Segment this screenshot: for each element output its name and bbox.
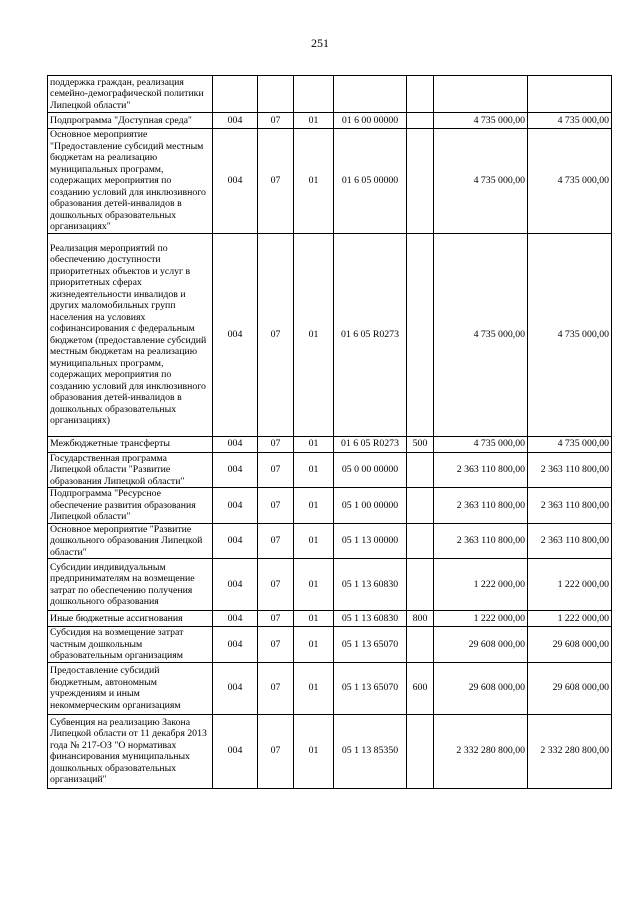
expense-type-cell	[407, 113, 434, 129]
amount-year1-cell: 4 735 000,00	[434, 233, 528, 436]
subsection-cell: 01	[294, 523, 334, 559]
budget-table	[47, 75, 612, 789]
amount-year1-cell: 2 363 110 800,00	[434, 488, 528, 524]
admin-code-cell	[213, 76, 258, 113]
table-row	[48, 436, 612, 452]
admin-code-cell: 004	[213, 523, 258, 559]
subsection-cell: 01	[294, 436, 334, 452]
admin-code-cell: 004	[213, 662, 258, 714]
amount-year1-cell: 1 222 000,00	[434, 611, 528, 627]
subsection-cell: 01	[294, 611, 334, 627]
subsection-cell: 01	[294, 113, 334, 129]
amount-year2-cell	[528, 76, 612, 113]
amount-year1-cell: 2 332 280 800,00	[434, 714, 528, 788]
section-cell: 07	[258, 627, 294, 663]
target-article-cell: 01 6 05 R0273	[334, 233, 407, 436]
target-article-cell: 01 6 00 00000	[334, 113, 407, 129]
amount-year2-cell: 4 735 000,00	[528, 129, 612, 234]
table-body	[48, 76, 612, 789]
table-row	[48, 662, 612, 714]
amount-year1-cell: 4 735 000,00	[434, 436, 528, 452]
table-row	[48, 559, 612, 611]
expense-type-cell	[407, 129, 434, 234]
target-article-cell: 01 6 05 00000	[334, 129, 407, 234]
subsection-cell: 01	[294, 559, 334, 611]
expense-type-cell: 500	[407, 436, 434, 452]
subsection-cell: 01	[294, 662, 334, 714]
amount-year1-cell: 29 608 000,00	[434, 627, 528, 663]
admin-code-cell: 004	[213, 129, 258, 234]
table-row	[48, 76, 612, 113]
section-cell	[258, 76, 294, 113]
row-name-cell: Субсидия на возмещение затрат частным дошкольным образовательным организациям	[48, 627, 213, 663]
subsection-cell	[294, 76, 334, 113]
expense-type-cell	[407, 233, 434, 436]
subsection-cell: 01	[294, 129, 334, 234]
expense-type-cell	[407, 627, 434, 663]
table-row	[48, 523, 612, 559]
expense-type-cell: 600	[407, 662, 434, 714]
amount-year2-cell: 4 735 000,00	[528, 436, 612, 452]
amount-year1-cell	[434, 76, 528, 113]
target-article-cell: 05 1 13 60830	[334, 611, 407, 627]
admin-code-cell: 004	[213, 559, 258, 611]
amount-year2-cell: 29 608 000,00	[528, 662, 612, 714]
amount-year1-cell: 4 735 000,00	[434, 113, 528, 129]
admin-code-cell: 004	[213, 627, 258, 663]
row-name-cell: Основное мероприятие "Предоставление субсидий местным бюджетам на реализацию муниципальных программ, содержащих мероприятия по созданию условий для инклюзивного образования детей-инвалидов в дошкольных образовательных организациях"	[48, 129, 213, 234]
amount-year2-cell: 4 735 000,00	[528, 233, 612, 436]
row-name-cell: Реализация мероприятий по обеспечению доступности приоритетных объектов и услуг в приоритетных сферах жизнедеятельности инвалидов и других маломобильных групп населения на условиях софинансирования с федеральным бюджетом (предоставление субсидий местным бюджетам на реализацию муниципальных программ, содержащих мероприятия по созданию условий для инклюзивного образования детей-инвалидов в дошкольных образовательных организациях)	[48, 233, 213, 436]
expense-type-cell	[407, 452, 434, 488]
section-cell: 07	[258, 129, 294, 234]
target-article-cell: 05 1 13 60830	[334, 559, 407, 611]
expense-type-cell	[407, 488, 434, 524]
amount-year2-cell: 4 735 000,00	[528, 113, 612, 129]
amount-year1-cell: 29 608 000,00	[434, 662, 528, 714]
section-cell: 07	[258, 436, 294, 452]
amount-year2-cell: 2 332 280 800,00	[528, 714, 612, 788]
amount-year2-cell: 2 363 110 800,00	[528, 452, 612, 488]
table-row	[48, 113, 612, 129]
row-name-cell: Предоставление субсидий бюджетным, автономным учреждениям и иным некоммерческим организациям	[48, 662, 213, 714]
expense-type-cell	[407, 523, 434, 559]
section-cell: 07	[258, 523, 294, 559]
amount-year2-cell: 2 363 110 800,00	[528, 488, 612, 524]
admin-code-cell: 004	[213, 611, 258, 627]
target-article-cell: 05 0 00 00000	[334, 452, 407, 488]
section-cell: 07	[258, 714, 294, 788]
subsection-cell: 01	[294, 233, 334, 436]
row-name-cell: Иные бюджетные ассигнования	[48, 611, 213, 627]
target-article-cell: 05 1 13 85350	[334, 714, 407, 788]
section-cell: 07	[258, 113, 294, 129]
admin-code-cell: 004	[213, 488, 258, 524]
section-cell: 07	[258, 488, 294, 524]
table-row	[48, 627, 612, 663]
subsection-cell: 01	[294, 488, 334, 524]
target-article-cell: 05 1 13 65070	[334, 627, 407, 663]
section-cell: 07	[258, 662, 294, 714]
admin-code-cell: 004	[213, 714, 258, 788]
row-name-cell: Государственная программа Липецкой области "Развитие образования Липецкой области"	[48, 452, 213, 488]
section-cell: 07	[258, 559, 294, 611]
target-article-cell: 05 1 13 00000	[334, 523, 407, 559]
row-name-cell: поддержка граждан, реализация семейно-демографической политики Липецкой области"	[48, 76, 213, 113]
section-cell: 07	[258, 452, 294, 488]
expense-type-cell	[407, 76, 434, 113]
admin-code-cell: 004	[213, 452, 258, 488]
amount-year1-cell: 1 222 000,00	[434, 559, 528, 611]
amount-year2-cell: 1 222 000,00	[528, 611, 612, 627]
amount-year2-cell: 1 222 000,00	[528, 559, 612, 611]
section-cell: 07	[258, 233, 294, 436]
amount-year1-cell: 2 363 110 800,00	[434, 523, 528, 559]
expense-type-cell	[407, 714, 434, 788]
table-row	[48, 452, 612, 488]
table-row	[48, 611, 612, 627]
subsection-cell: 01	[294, 627, 334, 663]
amount-year2-cell: 2 363 110 800,00	[528, 523, 612, 559]
table-row	[48, 233, 612, 436]
row-name-cell: Субвенция на реализацию Закона Липецкой области от 11 декабря 2013 года № 217-ОЗ "О нормативах финансирования муниципальных дошкольных образовательных организаций"	[48, 714, 213, 788]
target-article-cell: 01 6 05 R0273	[334, 436, 407, 452]
target-article-cell: 05 1 00 00000	[334, 488, 407, 524]
row-name-cell: Подпрограмма "Ресурсное обеспечение развития образования Липецкой области"	[48, 488, 213, 524]
target-article-cell	[334, 76, 407, 113]
table-row	[48, 488, 612, 524]
page-number: 251	[311, 36, 329, 50]
amount-year1-cell: 2 363 110 800,00	[434, 452, 528, 488]
subsection-cell: 01	[294, 714, 334, 788]
admin-code-cell: 004	[213, 233, 258, 436]
row-name-cell: Подпрограмма "Доступная среда"	[48, 113, 213, 129]
expense-type-cell	[407, 559, 434, 611]
amount-year1-cell: 4 735 000,00	[434, 129, 528, 234]
section-cell: 07	[258, 611, 294, 627]
admin-code-cell: 004	[213, 436, 258, 452]
admin-code-cell: 004	[213, 113, 258, 129]
row-name-cell: Основное мероприятие "Развитие дошкольного образования Липецкой области"	[48, 523, 213, 559]
table-row	[48, 129, 612, 234]
amount-year2-cell: 29 608 000,00	[528, 627, 612, 663]
row-name-cell: Межбюджетные трансферты	[48, 436, 213, 452]
table-row	[48, 714, 612, 788]
target-article-cell: 05 1 13 65070	[334, 662, 407, 714]
expense-type-cell: 800	[407, 611, 434, 627]
subsection-cell: 01	[294, 452, 334, 488]
row-name-cell: Субсидии индивидуальным предпринимателям на возмещение затрат по обеспечению получения дошкольного образования	[48, 559, 213, 611]
